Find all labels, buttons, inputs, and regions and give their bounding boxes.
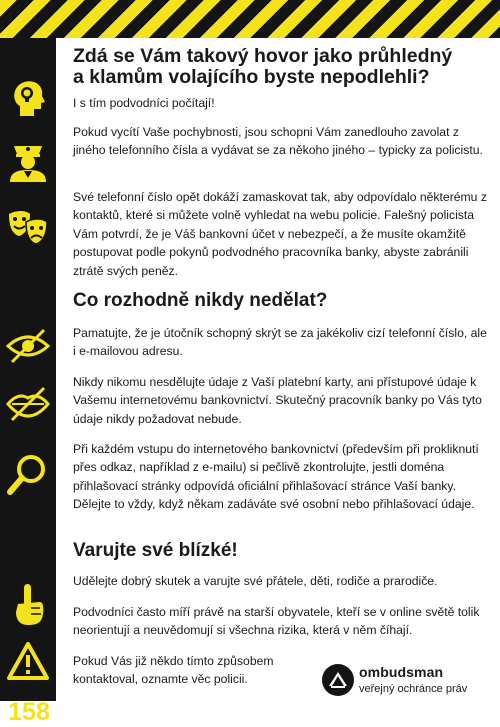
main-heading-line2: a klamům volajícího byste nepodlehli? [73, 66, 430, 88]
paragraph-attacker-hides: Pamatujte, že je útočník schopný skrýt se za jakékoliv cizí telefonní číslo, ale i e-mailovou adresu. [73, 326, 487, 359]
crossed-eye-icon [6, 324, 50, 368]
paragraph-elderly-targets: Podvodníci často míří právě na starší obyvatele, kteří se v online světě tolik neorientují a neuvědomují si všechna rizika, která v něm číhají. [73, 605, 480, 638]
police-officer-icon [6, 138, 50, 182]
section-heading-never-do: Co rozhodně nikdy nedělat? [73, 290, 328, 311]
ombudsman-logo-mark [322, 664, 354, 696]
emergency-number: 158 [8, 698, 50, 726]
paragraph-good-deed: Udělejte dobrý skutek a varujte své přátele, děti, rodiče a prarodiče. [73, 574, 438, 588]
paragraph-doubts: Pokud vycítí Vaše pochybnosti, jsou schopni Vám zanedlouho zavolat z jiného telefonního čísla a vydávat se za někoho jiného – typicky za policistu. [73, 125, 483, 158]
logo-subtitle: veřejný ochránce práv [359, 683, 468, 695]
paragraph-domain-check: Při každém vstupu do internetového bankovnictví (především při prokliknutí přes odkaz, například z e-mailu) si pečlivě zkontrolujte, jestli doména přihlašovací stránky odpovídá oficiální přihlašovací stránce Vaší banky. Dělejte to vždy, když někam zadáváte své osobní nebo přihlašovací údaje. [73, 442, 479, 512]
section-heading-warn-family: Varujte své blízké! [73, 540, 238, 561]
logo-name: ombudsman [359, 664, 444, 680]
crossed-lips-icon [6, 382, 50, 426]
paragraph-card-data: Nikdy nikomu nesdělujte údaje z Vaší platební karty, ani přístupové údaje k Vašemu internetovému bankovnictví. Skutečný pracovník banky po Vás tyto údaje nikdy požadovat nebude. [73, 375, 482, 426]
main-heading [73, 46, 493, 88]
pointing-finger-icon [6, 582, 50, 626]
ombudsman-logo [322, 662, 492, 698]
theater-masks-icon [6, 206, 50, 250]
lightbulb-head-icon [6, 76, 50, 120]
hazard-stripe-banner [0, 0, 500, 38]
icon-sidebar [0, 38, 56, 726]
paragraph-intro: I s tím podvodníci počítají! [73, 96, 215, 110]
warning-triangle-icon [6, 640, 50, 684]
main-heading-line1: Zdá se Vám takový hovor jako průhledný [73, 45, 453, 67]
magnifier-icon [6, 452, 50, 496]
paragraph-fake-police: Své telefonní číslo opět dokáží zamaskovat tak, aby odpovídalo některému z kontaktů, které si můžete volně vyhledat na webu policie. Falešný policista Vám potvrdí, že je Váš bankovní účet v nebezpečí, a že musíte okamžitě postupovat podle pokynů podvodného pracovníka banky, abyste zabránili ztrátě svých peněz. [73, 190, 487, 278]
paragraph-report-police: Pokud Vás již někdo tímto způsobem kontaktoval, oznamte věc policii. [73, 654, 274, 687]
